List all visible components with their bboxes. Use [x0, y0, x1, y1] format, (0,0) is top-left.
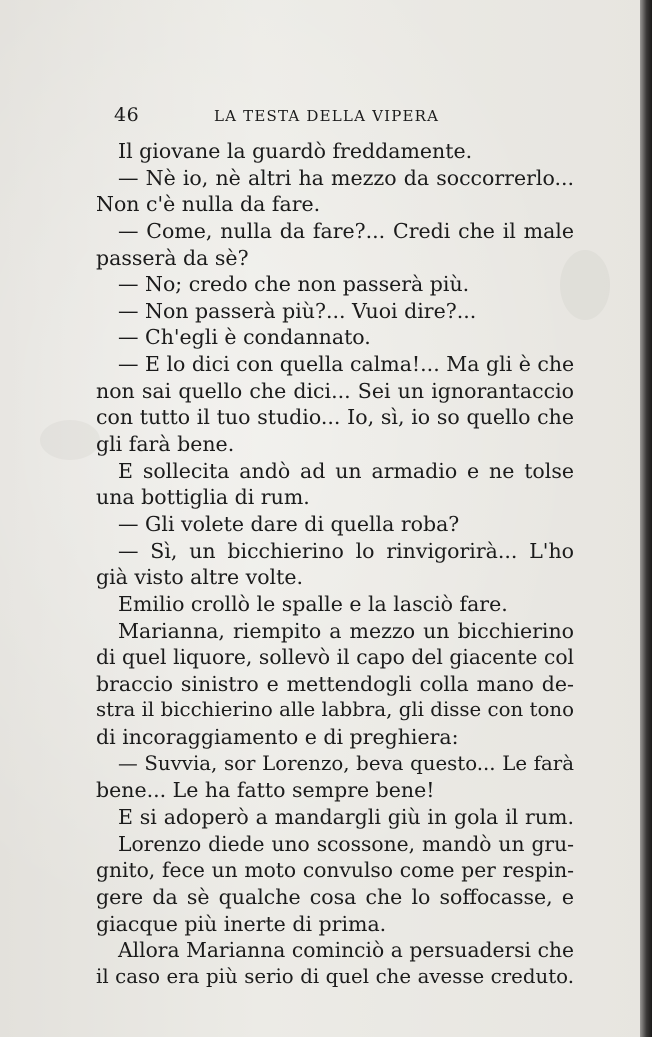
text-line: — E lo dici con quella calma!... Ma gli è che — [118, 352, 575, 377]
text-line: giacque più inerte di prima. — [96, 911, 387, 936]
binding-edge — [640, 0, 652, 1037]
page-header — [114, 104, 574, 134]
text-line: con tutto il tuo studio... Io, sì, io so quello che — [96, 405, 574, 430]
text-line: Emilio crollò le spalle e la lasciò fare. — [118, 591, 508, 616]
text-line: il caso era più serio di quel che avesse creduto. — [96, 964, 574, 988]
text-line: — Suvvia, sor Lorenzo, beva questo... Le farà — [118, 751, 574, 775]
text-line: — No; credo che non passerà più. — [118, 272, 470, 297]
page-number: 46 — [114, 104, 140, 126]
text-line: E sollecita andò ad un armadio e ne tolse — [118, 458, 574, 483]
text-line: — Nè io, nè altri ha mezzo da soccorrerlo... — [118, 165, 574, 190]
text-line: gli farà bene. — [96, 432, 235, 457]
text-line: già visto altre volte. — [96, 565, 304, 590]
text-line: gnito, fece un moto convulso come per respin- — [96, 858, 574, 883]
text-line: braccio sinistro e mettendogli colla mano de- — [96, 671, 574, 696]
paper-stain — [40, 420, 100, 460]
body-text — [96, 138, 574, 991]
text-line: E si adoperò a mandargli giù in gola il rum. — [118, 805, 574, 830]
text-line: — Come, nulla da fare?... Credi che il male — [118, 218, 574, 243]
text-line: passerà da sè? — [96, 245, 249, 270]
text-line: Allora Marianna cominciò a persuadersi che — [118, 938, 574, 963]
text-line: stra il bicchierino alle labbra, gli disse con tono — [96, 698, 574, 722]
running-title: LA TESTA DELLA VIPERA — [214, 107, 440, 125]
text-line: — Ch'egli è condannato. — [118, 325, 371, 350]
text-line: — Gli volete dare di quella roba? — [118, 511, 460, 536]
text-line: gere da sè qualche cosa che lo soffocasse, e — [96, 884, 574, 909]
text-line: Non c'è nulla da fare. — [96, 192, 321, 217]
text-line: una bottiglia di rum. — [96, 485, 310, 510]
text-line: di incoraggiamento e di preghiera: — [96, 725, 459, 750]
text-line: — Non passerà più?... Vuoi dire?... — [118, 298, 477, 323]
text-line: bene... Le ha fatto sempre bene! — [96, 778, 435, 803]
text-line: — Sì, un bicchierino lo rinvigorirà... L'ho — [118, 538, 574, 563]
text-line: Il giovane la guardò freddamente. — [118, 139, 473, 163]
text-line: di quel liquore, sollevò il capo del giacente col — [96, 645, 574, 670]
text-line: Lorenzo diede uno scossone, mandò un gru- — [118, 831, 574, 856]
text-line: Marianna, riempito a mezzo un bicchierino — [118, 618, 574, 643]
text-line: non sai quello che dici... Sei un ignorantaccio — [96, 378, 574, 403]
